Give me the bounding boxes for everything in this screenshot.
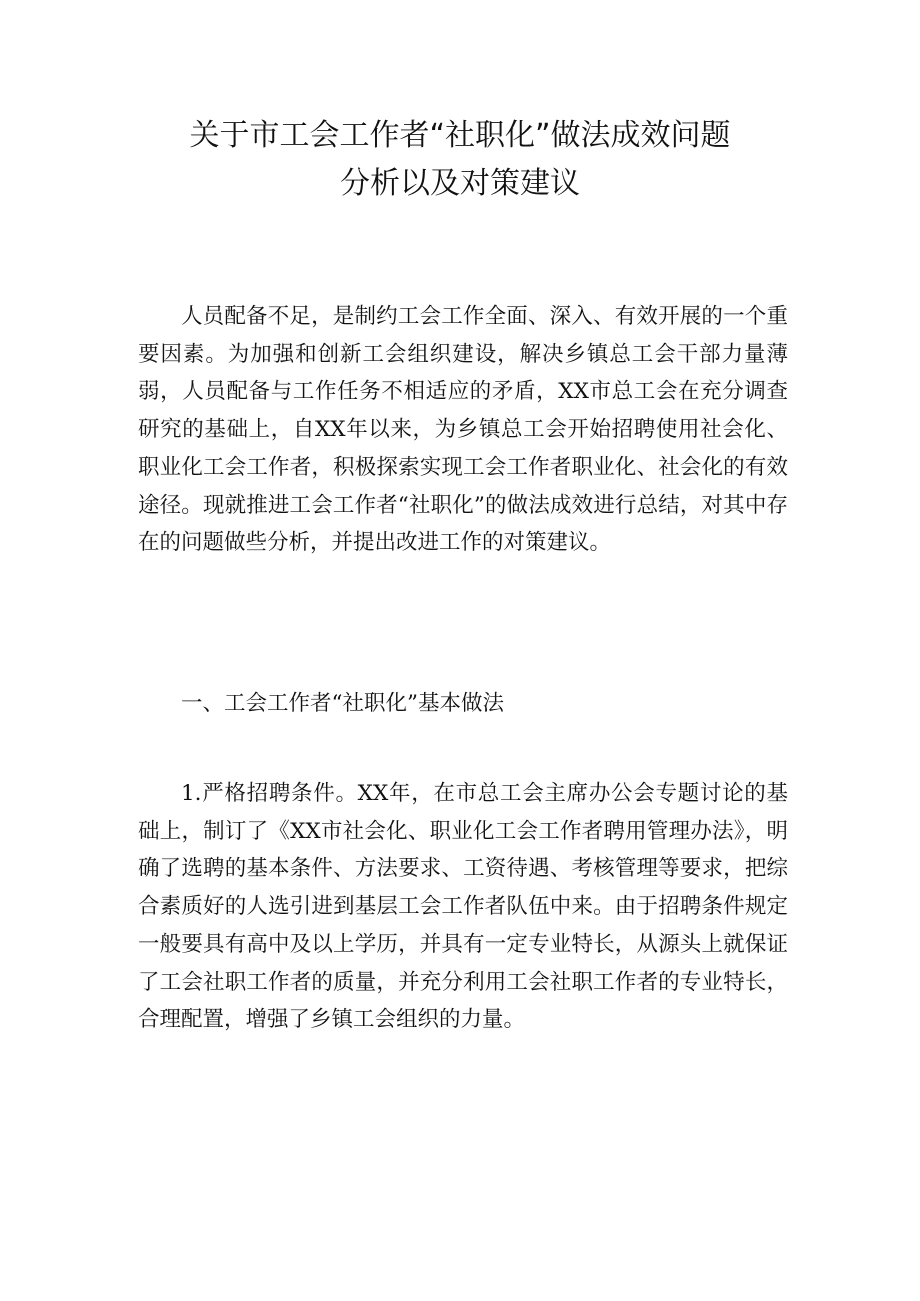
paragraph-intro: 人员配备不足，是制约工会工作全面、深入、有效开展的一个重要因素。为加强和创新工会组织建设，解决乡镇总工会干部力量薄弱，人员配备与工作任务不相适应的矛盾，XX市总工会在充分调查研究的基础上，自XX年以来，为乡镇总工会开始招聘使用社会化、职业化工会工作者，积极探索实现工会工作者职业化、社会化的有效途径。现就推进工会工作者“社职化”的做法成效进行总结，对其中存在的问题做些分析，并提出改进工作的对策建议。 [138,304,788,556]
title-line-1: 关于市工会工作者“社职化”做法成效问题 [189,118,731,153]
document-title [0,112,920,208]
section-heading-1: 一、工会工作者“社职化”基本做法 [181,691,504,716]
title-line-2: 分析以及对策建议 [340,166,580,201]
paragraph-recruitment: 1.严格招聘条件。XX年，在市总工会主席办公会专题讨论的基础上，制订了《XX市社会化、职业化工会工作者聘用管理办法》，明确了选聘的基本条件、方法要求、工资待遇、考核管理等要求，把综合素质好的人选引进到基层工会工作者队伍中来。由于招聘条件规定一般要具有高中及以上学历，并具有一定专业特长，从源头上就保证了工会社职工作者的质量，并充分利用工会社职工作者的专业特长，合理配置，增强了乡镇工会组织的力量。 [138,781,788,1033]
